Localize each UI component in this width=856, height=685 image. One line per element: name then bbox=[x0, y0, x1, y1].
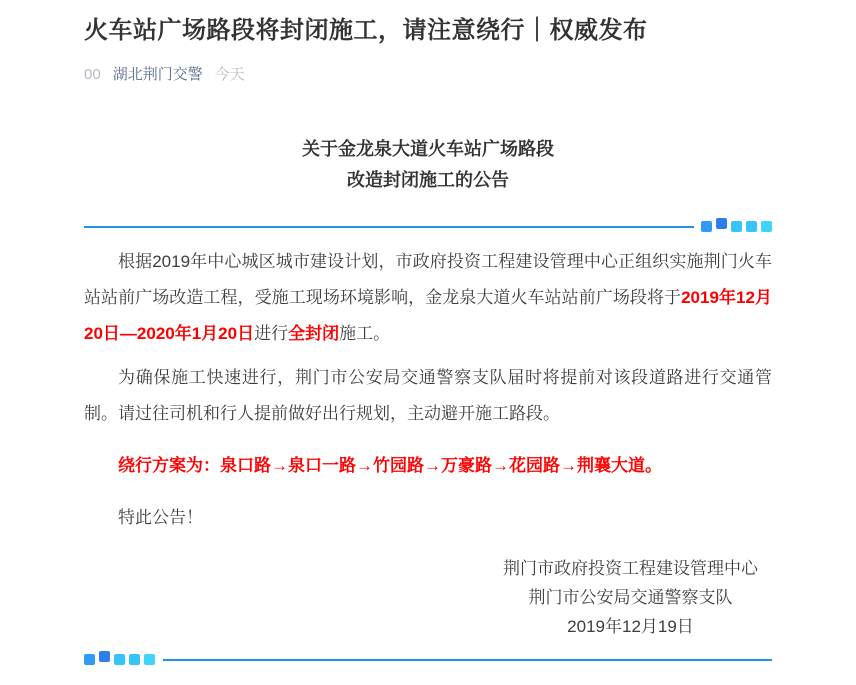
divider-square bbox=[114, 654, 125, 665]
signature-block bbox=[503, 554, 758, 641]
notice-heading-line1: 关于金龙泉大道火车站广场路段 bbox=[302, 139, 554, 159]
paragraph-traffic-control: 为确保施工快速进行，荆门市公安局交通警察支队届时将提前对该段道路进行交通管制。请过往司机和行人提前做好出行规划，主动避开施工路段。 bbox=[84, 368, 772, 423]
notice-heading-line2: 改造封闭施工的公告 bbox=[347, 170, 509, 190]
article-meta bbox=[84, 63, 772, 84]
divider-line bbox=[84, 226, 694, 228]
divider-line bbox=[163, 659, 772, 661]
meta-prefix: 00 bbox=[84, 66, 101, 83]
divider-square bbox=[99, 651, 110, 662]
para1-text: 进行 bbox=[254, 324, 289, 343]
closure-dates-highlight: 2019年12月20日—2020年1月20日 bbox=[84, 288, 773, 343]
divider-square bbox=[731, 221, 742, 232]
divider-squares bbox=[84, 654, 155, 665]
paragraph-construction-notice bbox=[84, 244, 772, 352]
divider-square bbox=[761, 221, 772, 232]
para1-text: 根据2019年中心城区城市建设计划，市政府投资工程建设管理中心正组织实施荆门火车站站前广场改造工程，受施工现场环境影响，金龙泉大道火车站站前广场段将于 bbox=[84, 252, 772, 307]
divider-square bbox=[84, 654, 95, 665]
closing-line: 特此公告！ bbox=[118, 508, 203, 527]
notice-heading bbox=[84, 134, 772, 196]
divider-squares bbox=[701, 221, 772, 232]
signature-date: 2019年12月19日 bbox=[567, 617, 694, 636]
para1-text: 施工。 bbox=[339, 324, 391, 343]
signature-org2: 荆门市公安局交通警察支队 bbox=[528, 588, 733, 607]
bottom-divider bbox=[84, 653, 772, 666]
divider-square bbox=[716, 218, 727, 229]
top-divider bbox=[84, 220, 772, 233]
divider-square bbox=[701, 221, 712, 232]
signature-org1: 荆门市政府投资工程建设管理中心 bbox=[503, 559, 758, 578]
full-closure-highlight: 全封闭 bbox=[288, 324, 340, 343]
divider-square bbox=[144, 654, 155, 665]
publish-time: 今天 bbox=[214, 66, 245, 83]
account-name-link[interactable]: 湖北荆门交警 bbox=[112, 66, 203, 83]
divider-square bbox=[129, 654, 140, 665]
article-title: 火车站广场路段将封闭施工，请注意绕行｜权威发布 bbox=[84, 17, 648, 44]
detour-route-line: 绕行方案为：泉口路→泉口一路→竹园路→万豪路→花园路→荆襄大道。 bbox=[118, 456, 662, 475]
divider-square bbox=[746, 221, 757, 232]
